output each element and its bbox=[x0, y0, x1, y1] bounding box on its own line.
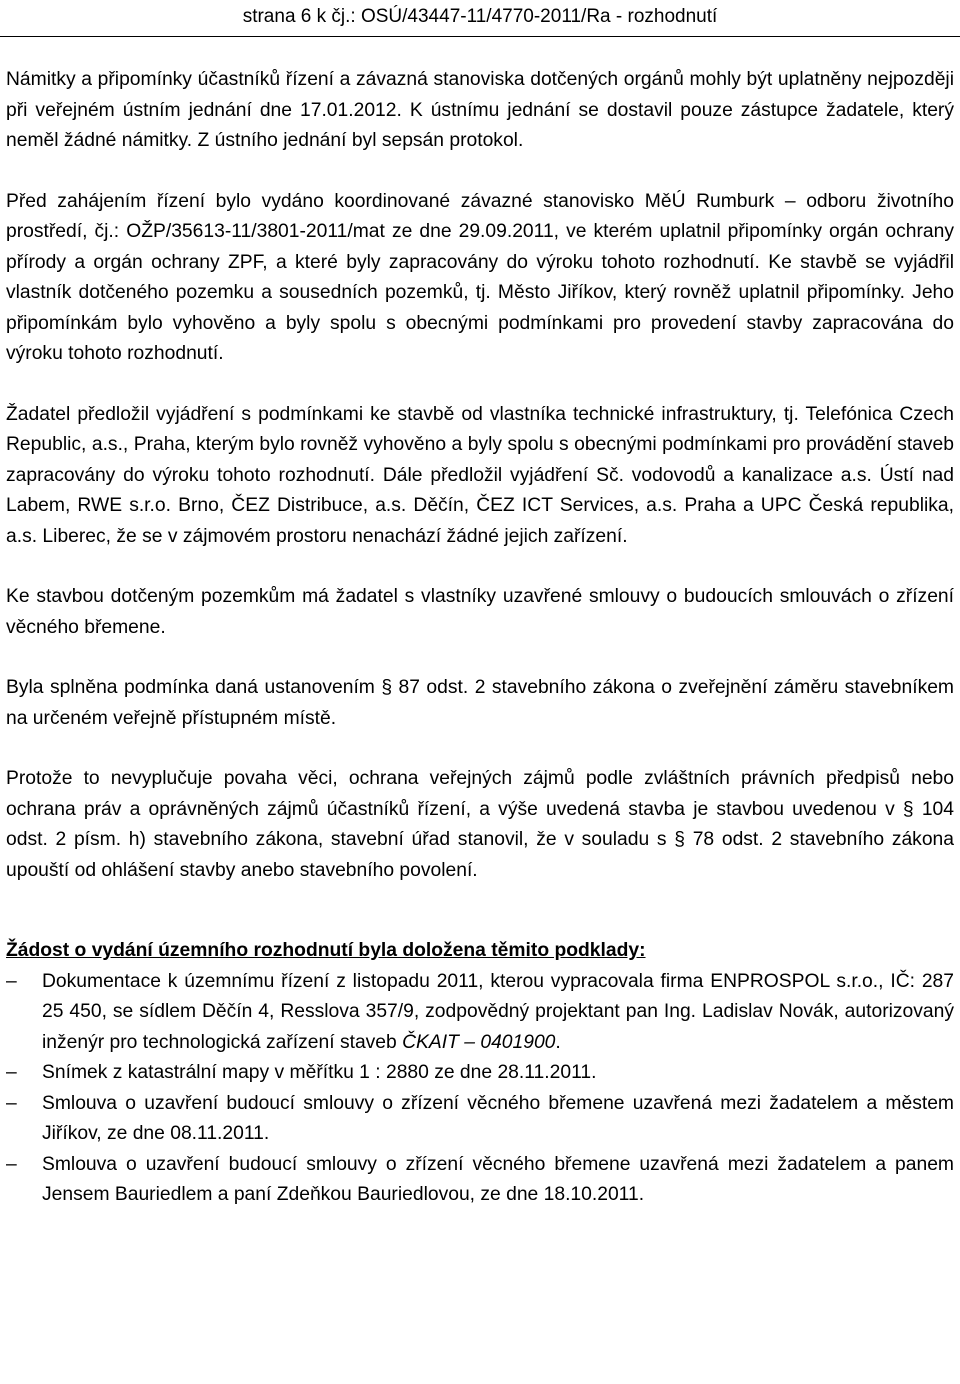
list-item-text: Snímek z katastrální mapy v měřítku 1 : 2880 ze dne 28.11.2011. bbox=[42, 1062, 597, 1083]
list-item bbox=[6, 1150, 954, 1211]
paragraph-coordinated-opinion: Před zahájením řízení bylo vydáno koordinované závazné stanovisko MěÚ Rumburk – odboru životního prostředí, čj.: OŽP/35613-11/3801-2011/mat ze dne 29.09.2011, ve kterém uplatnil připomínky orgán ochrany přírody a orgán ochrany ZPF, a které byly zapracovány do výroku tohoto rozhodnutí. Ke stavbě se vyjádřil vlastník dotčeného pozemku a sousedních pozemků, tj. Město Jiříkov, který rovněž uplatnil připomínky. Jeho připomínkám bylo vyhověno a byly spolu s obecnými podmínkami pro provedení stavby zapracována do výroku tohoto rozhodnutí. bbox=[6, 190, 954, 364]
paragraph-easement-contracts: Ke stavbou dotčeným pozemkům má žadatel s vlastníky uzavřené smlouvy o budoucích smlouvách o zřízení věcného břemene. bbox=[6, 586, 954, 638]
paragraph-objections: Námitky a připomínky účastníků řízení a závazná stanoviska dotčených orgánů mohly být uplatněny nejpozději při veřejném ústním jednání dne 17.01.2012. K ústnímu jednání se dostavil pouze zástupce žadatele, který neměl žádné námitky. Z ústního jednání byl sepsán protokol. bbox=[6, 69, 954, 151]
documents-heading: Žádost o vydání územního rozhodnutí byla doložena těmito podklady: bbox=[6, 940, 646, 961]
paragraph-infrastructure-statements: Žadatel předložil vyjádření s podmínkami ke stavbě od vlastníka technické infrastruktury, tj. Telefónica Czech Republic, a.s., Praha, kterým bylo rovněž vyhověno a byly spolu s obecnými podmínkami pro provádění staveb zapracovány do výroku tohoto rozhodnutí. Dále předložil vyjádření Sč. vodovodů a kanalizace a.s. Ústí nad Labem, RWE s.r.o. Brno, ČEZ Distribuce, a.s. Děčín, ČEZ ICT Services, a.s. Praha a UPC Česká republika, a.s. Liberec, že se v zájmovém prostoru nenachází žádné jejich zařízení. bbox=[6, 403, 954, 547]
list-item-text: Smlouva o uzavření budoucí smlouvy o zřízení věcného břemene uzavřená mezi žadatelem a městem Jiříkov, ze dne 08.11.2011. bbox=[42, 1092, 954, 1144]
list-item bbox=[6, 967, 954, 1059]
paragraph-waiver: Protože to nevyplučuje povaha věci, ochrana veřejných zájmů podle zvláštních právních předpisů nebo ochrana práv a oprávněných zájmů účastníků řízení, a výše uvedená stavba je stavbou uvedenou v § 104 odst. 2 písm. h) stavebního zákona, stavební úřad stanovil, že v souladu s § 78 odst. 2 stavebního zákona upouští od ohlášení stavby anebo stavebního povolení. bbox=[6, 768, 954, 881]
list-item-text: Smlouva o uzavření budoucí smlouvy o zřízení věcného břemene uzavřená mezi žadatelem a panem Jensem Bauriedlem a paní Zdeňkou Bauriedlovou, ze dne 18.10.2011. bbox=[42, 1153, 954, 1205]
list-item-after: . bbox=[555, 1031, 561, 1053]
dash-bullet: – bbox=[6, 1062, 17, 1083]
list-item-text: Dokumentace k územnímu řízení z listopadu 2011, kterou vypracovala firma ENPROSPOL s.r.o., IČ: 287 25 450, se sídlem Děčín 4, Resslova 357/9, zodpovědný projektant pan Ing. Ladislav Novák, autorizovaný inženýr pro technologická zařízení staveb bbox=[42, 970, 954, 1053]
list-item-italic: ČKAIT – 0401900 bbox=[402, 1031, 556, 1053]
dash-bullet: – bbox=[6, 970, 17, 992]
paragraph-publication-condition: Byla splněna podmínka daná ustanovením § 87 odst. 2 stavebního zákona o zveřejnění záměru stavebníkem na určeném veřejně přístupném místě. bbox=[6, 677, 954, 729]
list-item bbox=[6, 1058, 954, 1089]
page-header: strana 6 k čj.: OSÚ/43447-11/4770-2011/Ra - rozhodnutí bbox=[0, 0, 960, 37]
dash-bullet: – bbox=[6, 1092, 17, 1114]
list-item bbox=[6, 1089, 954, 1150]
dash-bullet: – bbox=[6, 1153, 17, 1175]
documents-list bbox=[6, 967, 954, 1211]
